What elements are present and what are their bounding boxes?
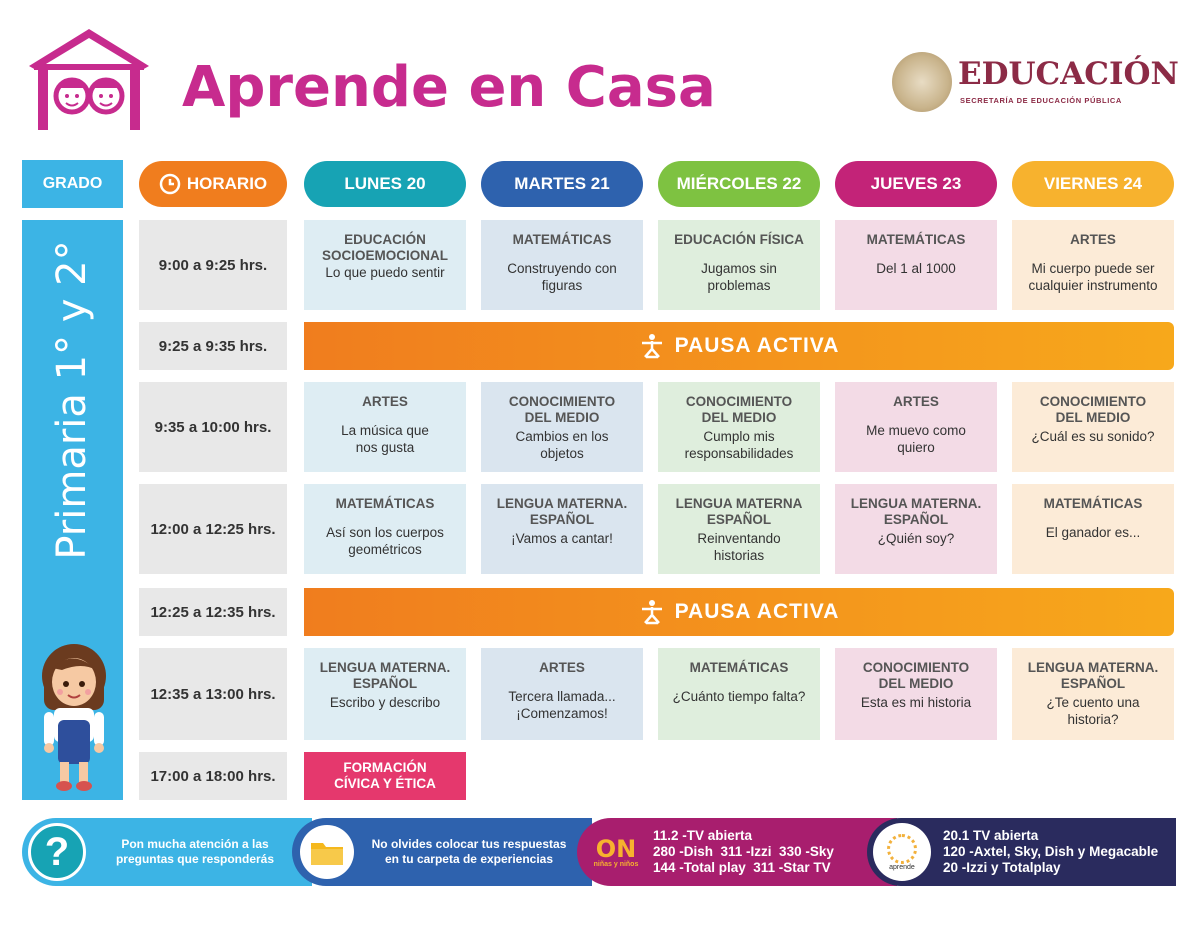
day-header-martes: MARTES 21 — [481, 161, 643, 207]
class-subject: LENGUA MATERNA ESPAÑOL — [675, 496, 803, 527]
horario-header — [139, 161, 287, 207]
footer-bar — [22, 818, 1176, 886]
class-subject: MATEMÁTICAS — [689, 660, 789, 675]
footer-once-channels — [577, 818, 897, 886]
class-topic: Cumplo mis responsabilidades — [684, 429, 794, 461]
time-slot: 9:25 a 9:35 hrs. — [139, 322, 287, 370]
footer-aprende-channels — [867, 818, 1176, 886]
aprende-tv-logo — [873, 823, 931, 881]
class-subject: CONOCIMIENTO DEL MEDIO — [685, 394, 793, 425]
class-cell — [1012, 382, 1174, 472]
time-slot: 9:00 a 9:25 hrs. — [139, 220, 287, 310]
class-subject: ARTES — [893, 394, 939, 409]
class-topic: ¿Te cuento una historia? — [1046, 695, 1140, 727]
class-cell — [304, 382, 466, 472]
class-topic: Esta es mi historia — [860, 695, 972, 710]
class-topic: Construyendo con figuras — [507, 261, 617, 293]
class-topic: Así son los cuerpos geométricos — [326, 525, 444, 557]
exercise-icon — [639, 599, 665, 625]
sep-title: EDUCACIÓN — [958, 56, 1179, 92]
class-topic: ¿Quién soy? — [877, 531, 955, 546]
day-header-miercoles: MIÉRCOLES 22 — [658, 161, 820, 207]
footer-tip-folder — [292, 818, 592, 886]
class-topic: Escribo y describo — [329, 695, 441, 710]
class-subject: EDUCACIÓN SOCIOEMOCIONAL — [321, 232, 448, 263]
day-header-viernes: VIERNES 24 — [1012, 161, 1174, 207]
once-ninos-logo — [587, 827, 645, 877]
class-cell — [1012, 648, 1174, 740]
exercise-icon — [639, 333, 665, 359]
class-subject: CONOCIMIENTO DEL MEDIO — [508, 394, 616, 425]
class-subject: CONOCIMIENTO DEL MEDIO — [862, 660, 970, 691]
house-logo — [24, 24, 154, 134]
pausa-activa-label: PAUSA ACTIVA — [674, 600, 840, 623]
channel-line: 144 -Total play 311 -Star TV — [653, 860, 831, 875]
day-header-jueves: JUEVES 23 — [835, 161, 997, 207]
class-topic: ¿Cuál es su sonido? — [1031, 429, 1155, 444]
class-cell — [481, 220, 643, 310]
class-subject: LENGUA MATERNA. ESPAÑOL — [496, 496, 628, 527]
time-slot: 12:35 a 13:00 hrs. — [139, 648, 287, 740]
class-topic: Reinventando historias — [697, 531, 781, 563]
once-logo-sub: niñas y niños — [593, 860, 639, 868]
channel-line: 280 -Dish 311 -Izzi 330 -Sky — [653, 844, 834, 859]
footer-tip1-text: Pon mucha atención a las preguntas que responderás — [115, 837, 275, 866]
class-subject: MATEMÁTICAS — [866, 232, 966, 247]
class-topic: Del 1 al 1000 — [876, 261, 956, 276]
class-cell — [1012, 484, 1174, 574]
footer-tip-questions — [22, 818, 312, 886]
time-slot: 17:00 a 18:00 hrs. — [139, 752, 287, 800]
pausa-activa-bar — [304, 322, 1174, 370]
class-subject: MATEMÁTICAS — [512, 232, 612, 247]
class-subject: MATEMÁTICAS — [335, 496, 435, 511]
grado-header: GRADO — [22, 160, 123, 208]
class-subject: CONOCIMIENTO DEL MEDIO — [1039, 394, 1147, 425]
class-subject: MATEMÁTICAS — [1043, 496, 1143, 511]
class-subject: EDUCACIÓN FÍSICA — [674, 232, 804, 247]
horario-label: HORARIO — [186, 174, 268, 193]
class-cell — [304, 484, 466, 574]
class-cell — [835, 484, 997, 574]
sep-subtitle: SECRETARÍA DE EDUCACIÓN PÚBLICA — [960, 96, 1122, 105]
class-subject: LENGUA MATERNA. ESPAÑOL — [1027, 660, 1159, 691]
pausa-activa-label: PAUSA ACTIVA — [674, 334, 840, 357]
class-cell — [835, 220, 997, 310]
grado-label: Primaria 1° y 2° — [49, 240, 95, 560]
class-cell — [835, 648, 997, 740]
day-header-lunes: LUNES 20 — [304, 161, 466, 207]
channel-line: 20 -Izzi y Totalplay — [943, 860, 1061, 875]
class-topic: El ganador es... — [1045, 525, 1141, 540]
folder-icon — [300, 825, 354, 879]
class-subject: ARTES — [362, 394, 408, 409]
class-cell — [658, 484, 820, 574]
class-subject: ARTES — [1070, 232, 1116, 247]
formacion-civica-cell: FORMACIÓN CÍVICA Y ÉTICA — [304, 752, 466, 800]
class-cell — [658, 648, 820, 740]
class-topic: Cambios en los objetos — [515, 429, 609, 461]
time-slot: 9:35 a 10:00 hrs. — [139, 382, 287, 472]
clock-icon — [159, 173, 181, 195]
footer-tip2-text: No olvides colocar tus respuestas en tu carpeta de experiencias — [371, 837, 567, 866]
class-cell — [658, 220, 820, 310]
class-topic: Lo que puedo sentir — [325, 265, 445, 280]
class-topic: Jugamos sin problemas — [701, 261, 777, 293]
class-cell — [304, 220, 466, 310]
class-cell — [304, 648, 466, 740]
class-topic: Tercera llamada... ¡Comenzamos! — [508, 689, 616, 721]
class-cell — [1012, 220, 1174, 310]
channel-line: 120 -Axtel, Sky, Dish y Megacable — [943, 844, 1159, 859]
page-title: Aprende en Casa — [182, 55, 716, 120]
class-subject: ARTES — [539, 660, 585, 675]
class-cell — [658, 382, 820, 472]
class-cell — [481, 382, 643, 472]
once-logo-text: ON — [595, 834, 637, 863]
class-cell — [835, 382, 997, 472]
channel-line: 20.1 TV abierta — [943, 828, 1039, 843]
aprende-logo-text: aprende — [889, 863, 915, 871]
question-icon: ? — [28, 823, 86, 881]
girl-illustration — [32, 640, 116, 795]
class-cell — [481, 484, 643, 574]
class-subject: LENGUA MATERNA. ESPAÑOL — [850, 496, 982, 527]
class-topic: La música que nos gusta — [341, 423, 429, 455]
sep-seal-logo — [892, 52, 952, 112]
class-topic: Me muevo como quiero — [866, 423, 966, 455]
class-topic: ¡Vamos a cantar! — [511, 531, 613, 546]
pausa-activa-bar — [304, 588, 1174, 636]
class-cell — [481, 648, 643, 740]
class-topic: ¿Cuánto tiempo falta? — [672, 689, 806, 704]
time-slot: 12:25 a 12:35 hrs. — [139, 588, 287, 636]
time-slot: 12:00 a 12:25 hrs. — [139, 484, 287, 574]
class-subject: LENGUA MATERNA. ESPAÑOL — [319, 660, 451, 691]
channel-line: 11.2 -TV abierta — [653, 828, 753, 843]
class-topic: Mi cuerpo puede ser cualquier instrumento — [1028, 261, 1158, 293]
